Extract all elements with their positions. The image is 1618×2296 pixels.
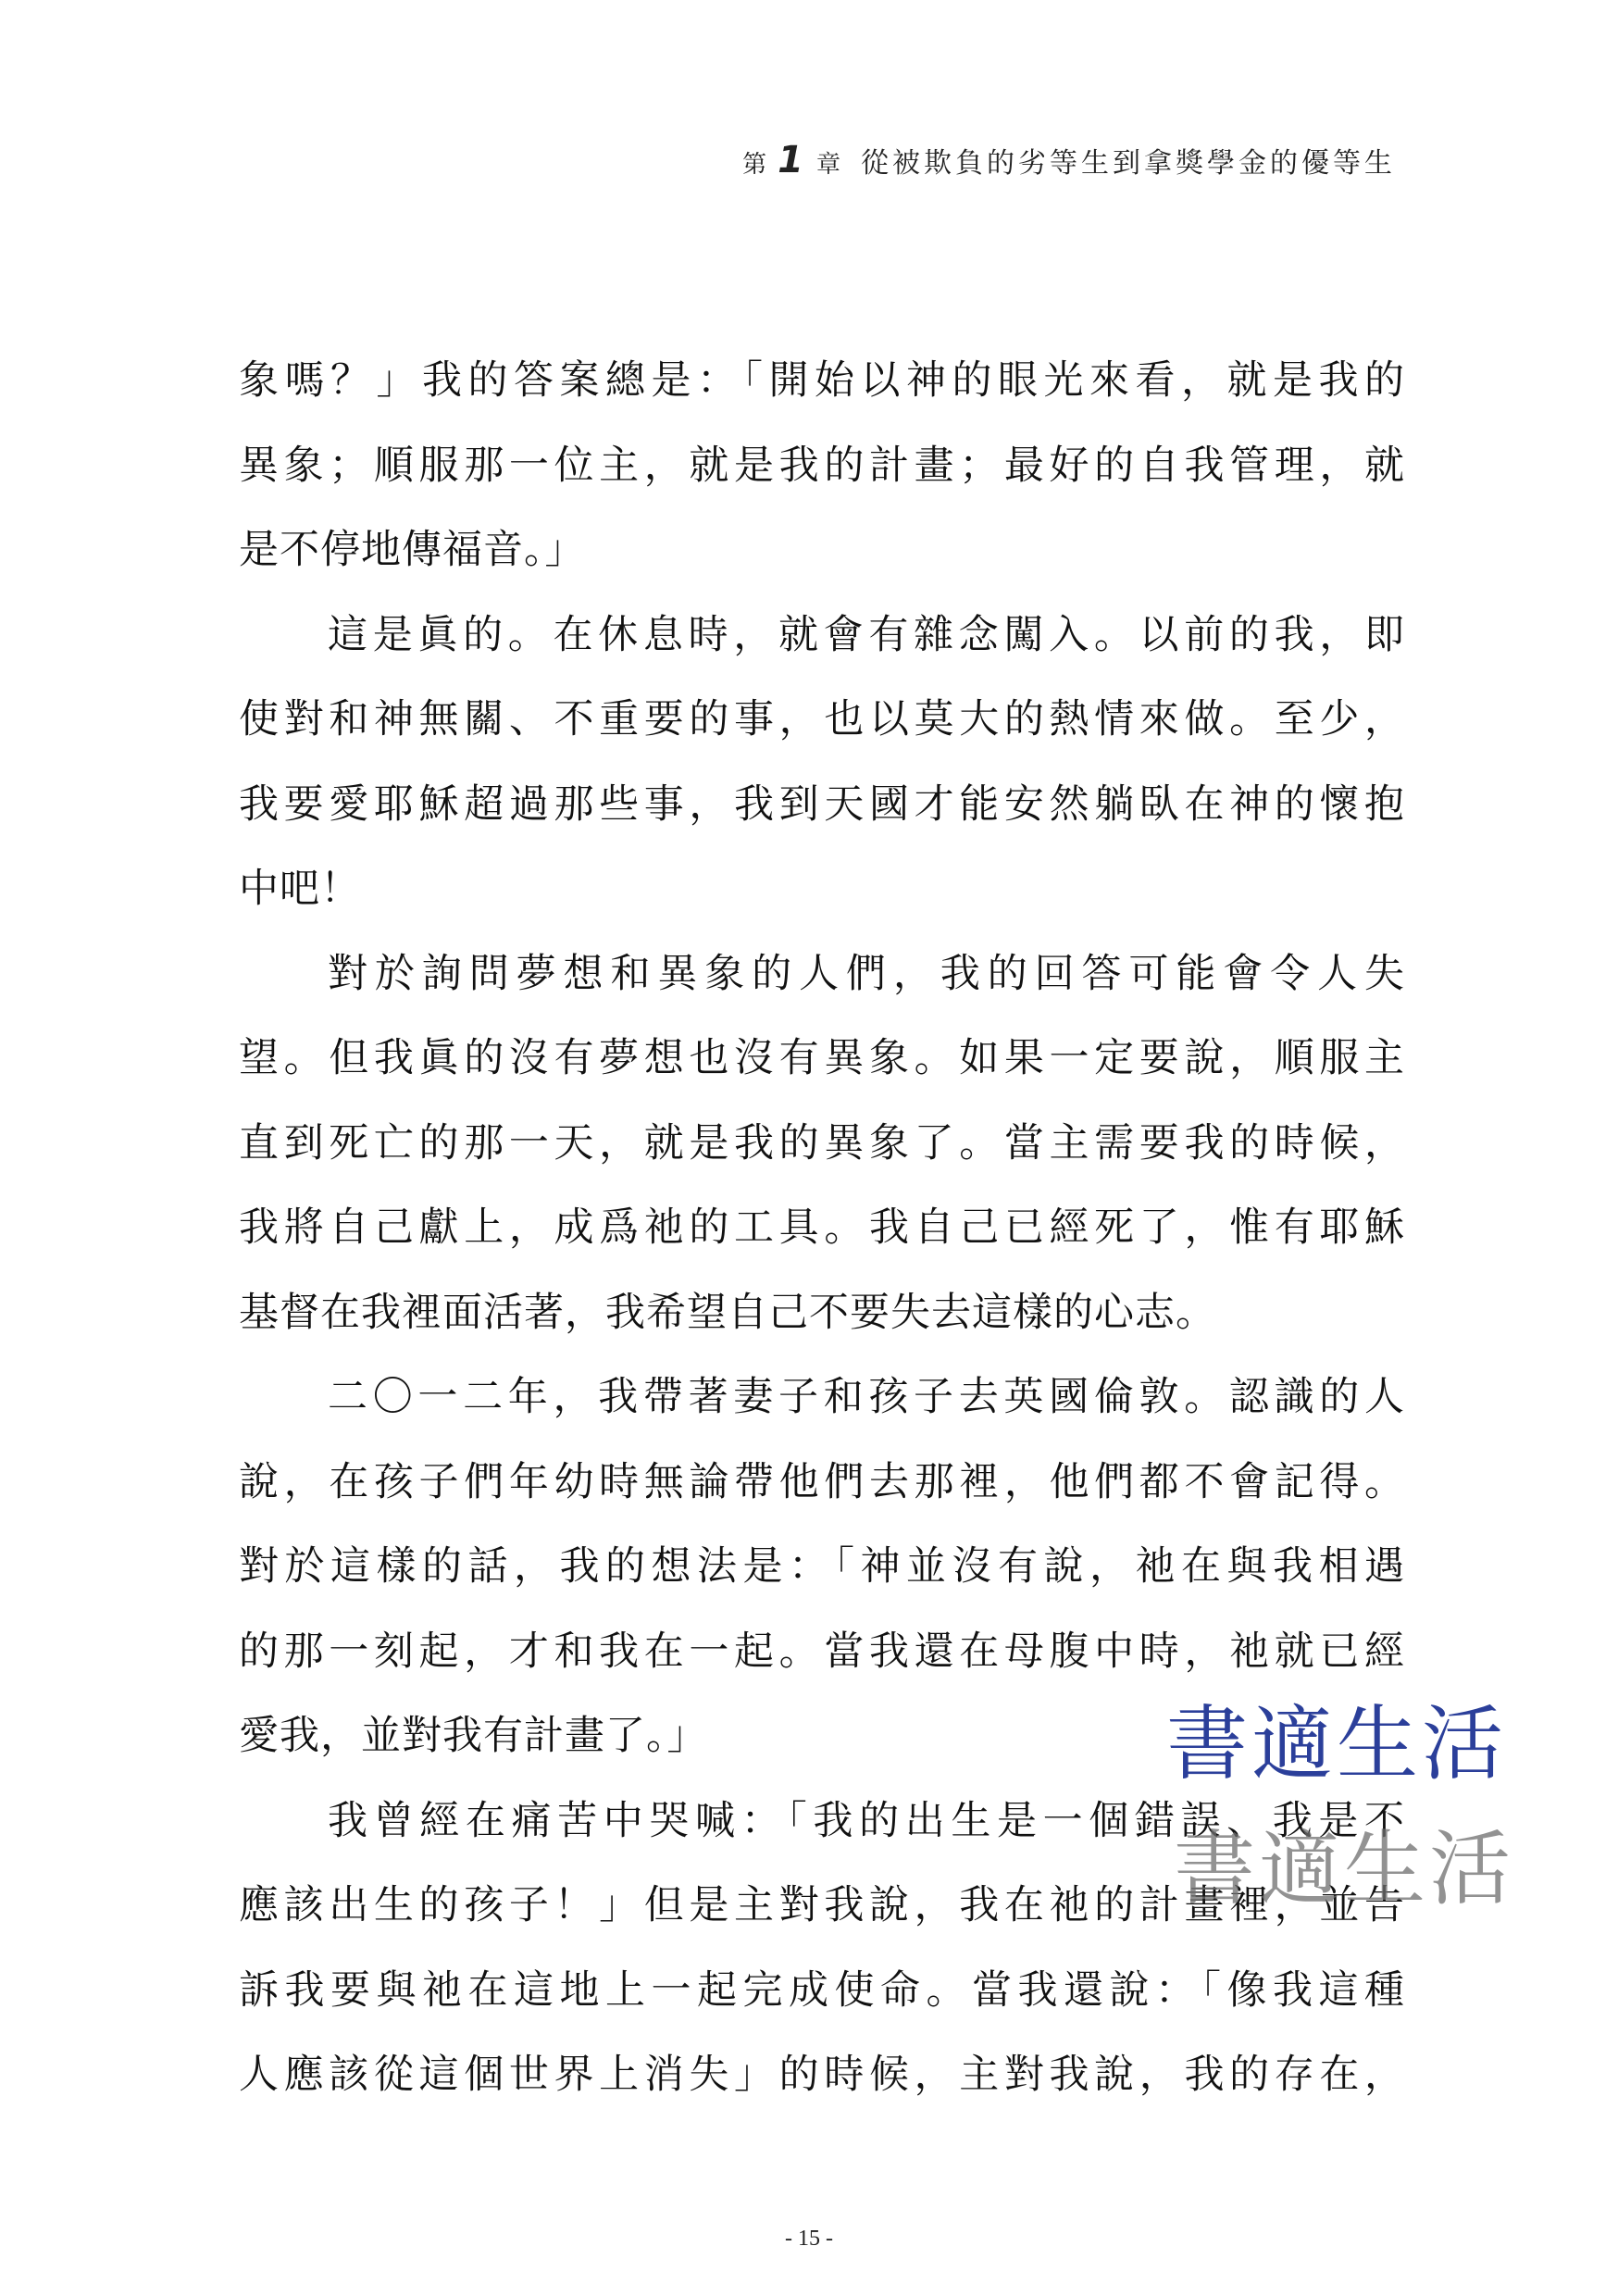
- text-line: 說，在孩子們年幼時無論帶他們去那裡，他們都不會記得。: [239, 1458, 1405, 1505]
- chapter-prefix: 第: [742, 151, 771, 179]
- text-line: 中吧！: [239, 866, 361, 912]
- text-line: 望。但我眞的沒有夢想也沒有異象。如果一定要說，順服主: [239, 1035, 1405, 1081]
- text-line: 我將自己獻上，成爲祂的工具。我自己已經死了，惟有耶穌: [239, 1204, 1405, 1251]
- text-line: 是不停地傳福音。」: [239, 527, 586, 573]
- text-line: 直到死亡的那一天，就是我的異象了。當主需要我的時候，: [239, 1119, 1405, 1167]
- paragraph-start-line: 二〇一二年，我帶著妻子和孩子去英國倫敦。認識的人: [328, 1374, 1405, 1420]
- text-line: 象嗎？」我的答案總是：「開始以神的眼光來看，就是我的: [239, 357, 1405, 404]
- text-line: 使對和神無關、不重要的事，也以莫大的熱情來做。至少，: [239, 696, 1405, 742]
- page-number: - 15 -: [785, 2227, 833, 2251]
- text-line: 訴我要與祂在這地上一起完成使命。當我還說：「像我這種: [239, 1966, 1405, 2014]
- paragraph-start-line: 這是眞的。在休息時，就會有雜念闖入。以前的我，即: [328, 611, 1405, 658]
- chapter-title: 從被欺負的劣等生到拿獎學金的優等生: [861, 147, 1396, 180]
- running-header: [742, 139, 1396, 181]
- paragraph-start-line: 對於詢問夢想和異象的人們，我的回答可能會令人失: [328, 950, 1405, 997]
- text-line: 異象；順服那一位主，就是我的計畫；最好的自我管理，就: [239, 442, 1405, 489]
- text-line: 我要愛耶穌超過那些事，我到天國才能安然躺臥在神的懷抱: [239, 780, 1405, 828]
- chapter-number: 1: [778, 139, 807, 181]
- paragraph-start-line: 我曾經在痛苦中哭喊：「我的出生是一個錯誤、我是不: [328, 1797, 1405, 1844]
- watermark-primary: 書適生活: [1166, 1696, 1508, 1791]
- text-line: 基督在我裡面活著，我希望自己不要失去這樣的心志。: [239, 1289, 1216, 1336]
- chapter-suffix: 章: [815, 151, 844, 179]
- text-line: 對於這樣的話，我的想法是：「神並沒有說，祂在與我相遇: [239, 1543, 1405, 1590]
- watermark-secondary: 書適生活: [1174, 1821, 1515, 1916]
- text-line: 人應該從這個世界上消失」的時候，主對我說，我的存在，: [239, 2052, 1405, 2098]
- text-line: 應該出生的孩子！」但是主對我說，我在祂的計畫裡，並告: [239, 1882, 1405, 1928]
- text-line: 的那一刻起，才和我在一起。當我還在母腹中時，祂就已經: [239, 1628, 1405, 1675]
- text-line: 愛我，並對我有計畫了。」: [239, 1713, 708, 1759]
